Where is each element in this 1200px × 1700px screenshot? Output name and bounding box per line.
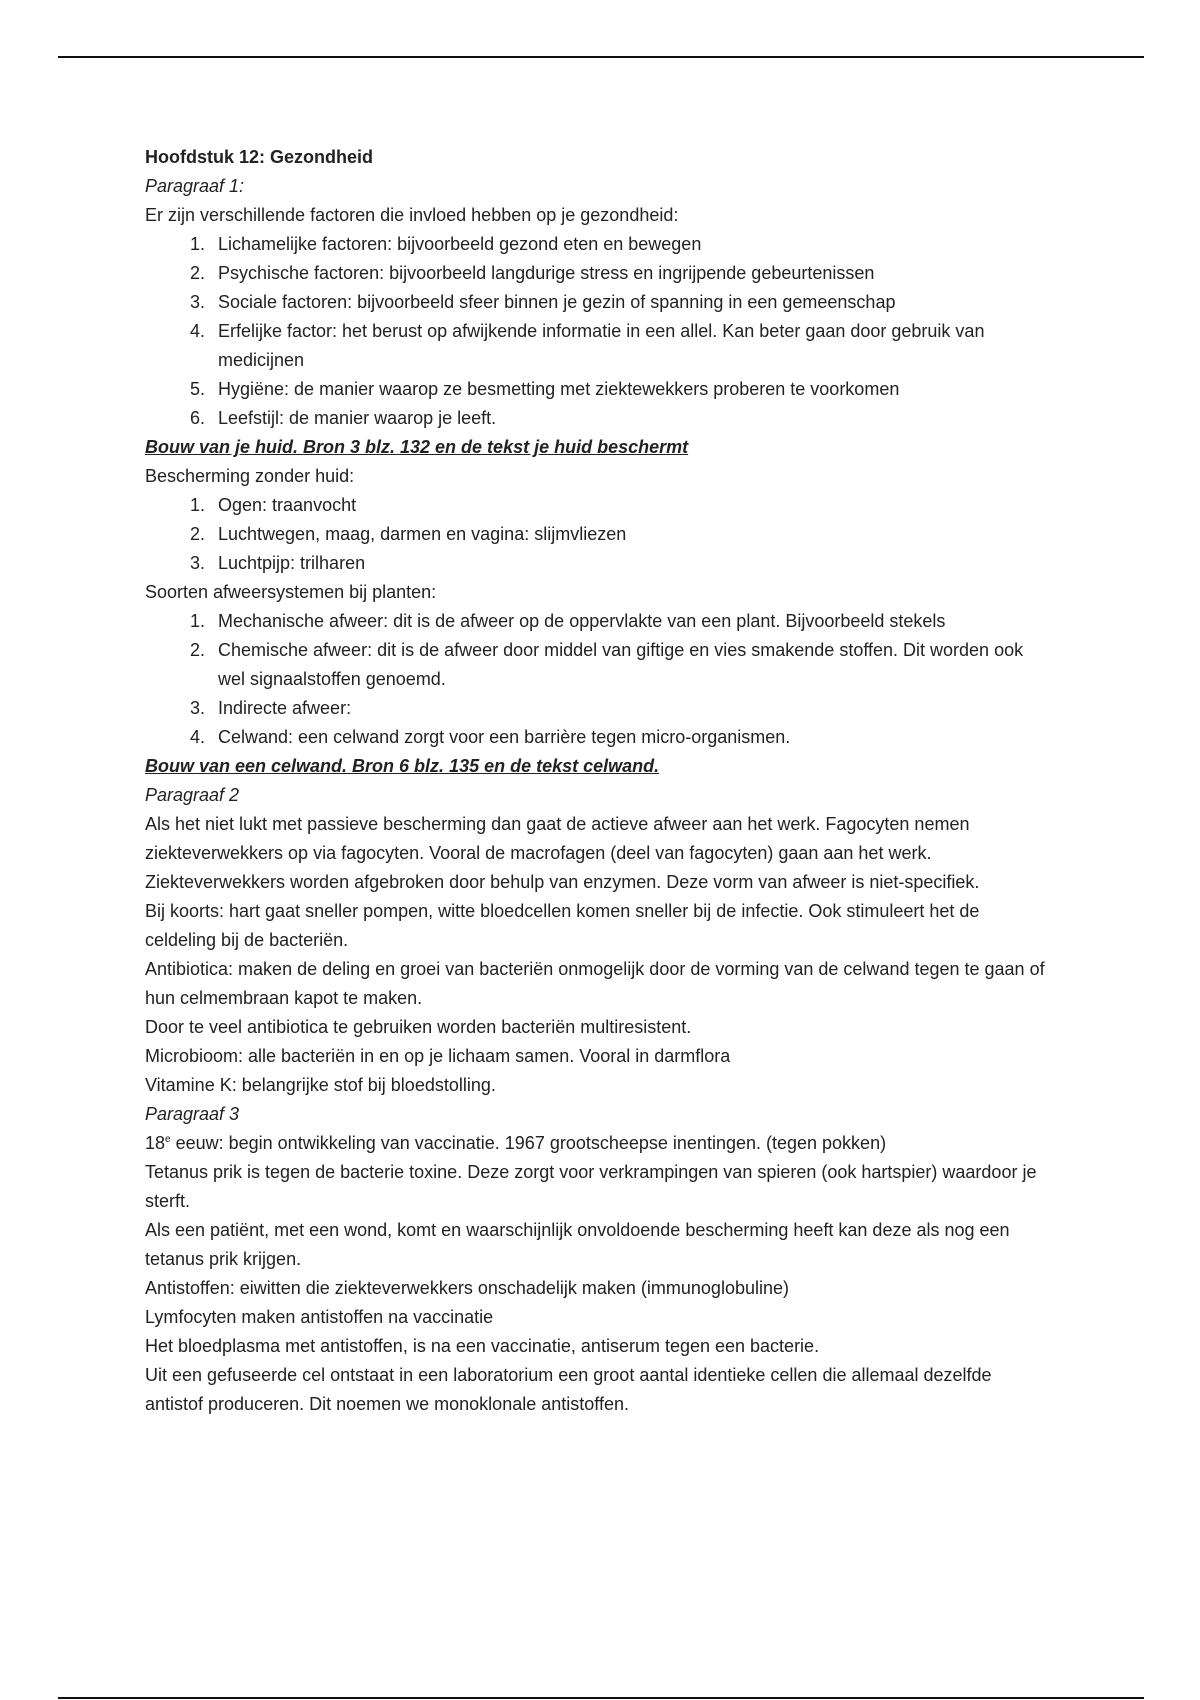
- list-item-text: Indirecte afweer:: [218, 698, 352, 718]
- list-number: 1.: [189, 611, 205, 631]
- list-item-text: Leefstijl: de manier waarop je leeft.: [218, 408, 497, 428]
- list-number: 5.: [189, 379, 205, 399]
- list-number: 2.: [189, 263, 205, 283]
- paragraph: Tetanus prik is tegen de bacterie toxine. Deze zorgt voor verkrampingen van spieren (ook hartspier) waardoor je sterft.: [145, 1162, 1037, 1211]
- list-item: [145, 636, 1065, 694]
- section-1-label: Paragraaf 1:: [145, 176, 245, 196]
- source-reference-skin: Bouw van je huid. Bron 3 blz. 132 en de tekst je huid beschermt: [145, 437, 689, 457]
- list-item-text: Luchtpijp: trilharen: [218, 553, 366, 573]
- list-item-text: Lichamelijke factoren: bijvoorbeeld gezond eten en bewegen: [218, 234, 702, 254]
- paragraph: [145, 1129, 1065, 1158]
- list-item-text: Ogen: traanvocht: [218, 495, 357, 515]
- list-item-text: Mechanische afweer: dit is de afweer op de oppervlakte van een plant. Bijvoorbeeld stekels: [218, 611, 946, 631]
- section-3-label: Paragraaf 3: [145, 1104, 240, 1124]
- list-item: [145, 317, 1065, 375]
- list-item: [145, 723, 1065, 752]
- list-item: [145, 230, 1065, 259]
- list-item: [145, 694, 1065, 723]
- list-number: 4.: [189, 321, 205, 341]
- paragraph: Als het niet lukt met passieve bescherming dan gaat de actieve afweer aan het werk. Fagocyten nemen ziekteverwekkers op via fagocyten. Vooral de macrofagen (deel van fagocyten) gaan aan het werk.: [145, 814, 970, 863]
- list-item: [145, 520, 1065, 549]
- list-item: [145, 607, 1065, 636]
- paragraph: Door te veel antibiotica te gebruiken worden bacteriën multiresistent.: [145, 1017, 692, 1037]
- bottom-rule: [58, 1697, 1144, 1699]
- list-number: 1.: [189, 234, 205, 254]
- source-reference-cell-wall: Bouw van een celwand. Bron 6 blz. 135 en de tekst celwand.: [145, 756, 660, 776]
- paragraph: Het bloedplasma met antistoffen, is na een vaccinatie, antiserum tegen een bacterie.: [145, 1336, 820, 1356]
- protection-list: [145, 491, 1065, 578]
- factors-intro: Er zijn verschillende factoren die invloed hebben op je gezondheid:: [145, 205, 679, 225]
- plant-defense-list: [145, 607, 1065, 752]
- list-item: [145, 491, 1065, 520]
- list-item-text: Luchtwegen, maag, darmen en vagina: slijmvliezen: [218, 524, 627, 544]
- list-item: [145, 549, 1065, 578]
- list-number: 2.: [189, 640, 205, 660]
- list-number: 3.: [189, 553, 205, 573]
- paragraph: Antistoffen: eiwitten die ziekteverwekkers onschadelijk maken (immunoglobuline): [145, 1278, 789, 1298]
- list-item-text: Chemische afweer: dit is de afweer door middel van giftige en vies smakende stoffen. Dit worden ook wel signaalstoffen genoemd.: [218, 640, 1024, 689]
- paragraph: Bij koorts: hart gaat sneller pompen, witte bloedcellen komen sneller bij de infectie. Ook stimuleert het de celdeling bij de bacteriën.: [145, 901, 980, 950]
- list-number: 1.: [189, 495, 205, 515]
- list-item-text: Erfelijke factor: het berust op afwijkende informatie in een allel. Kan beter gaan door gebruik van medicijnen: [218, 321, 985, 370]
- century-number: 18: [145, 1133, 166, 1153]
- list-item: [145, 404, 1065, 433]
- factors-list: [145, 230, 1065, 433]
- protection-intro: Bescherming zonder huid:: [145, 466, 355, 486]
- paragraph-text: eeuw: begin ontwikkeling van vaccinatie. 1967 grootscheepse inentingen. (tegen pokken): [170, 1133, 887, 1153]
- paragraph: Uit een gefuseerde cel ontstaat in een laboratorium een groot aantal identieke cellen die allemaal dezelfde antistof produceren. Dit noemen we monoklonale antistoffen.: [145, 1365, 992, 1414]
- list-number: 2.: [189, 524, 205, 544]
- paragraph: Microbioom: alle bacteriën in en op je lichaam samen. Vooral in darmflora: [145, 1046, 731, 1066]
- century-superscript: e: [165, 1134, 171, 1145]
- list-item: [145, 375, 1065, 404]
- list-item: [145, 288, 1065, 317]
- list-item-text: Psychische factoren: bijvoorbeeld langdurige stress en ingrijpende gebeurtenissen: [218, 263, 875, 283]
- paragraph: Als een patiënt, met een wond, komt en waarschijnlijk onvoldoende bescherming heeft kan deze als nog een tetanus prik krijgen.: [145, 1220, 1010, 1269]
- list-item-text: Sociale factoren: bijvoorbeeld sfeer binnen je gezin of spanning in een gemeenschap: [218, 292, 896, 312]
- list-item-text: Hygiëne: de manier waarop ze besmetting met ziektewekkers proberen te voorkomen: [218, 379, 900, 399]
- list-item-text: Celwand: een celwand zorgt voor een barrière tegen micro-organismen.: [218, 727, 791, 747]
- list-number: 3.: [189, 292, 205, 312]
- list-number: 4.: [189, 727, 205, 747]
- paragraph: Antibiotica: maken de deling en groei van bacteriën onmogelijk door de vorming van de celwand tegen te gaan of hun celmembraan kapot te maken.: [145, 959, 1045, 1008]
- document-body: [145, 143, 1065, 1419]
- paragraph: Vitamine K: belangrijke stof bij bloedstolling.: [145, 1075, 496, 1095]
- chapter-title: Hoofdstuk 12: Gezondheid: [145, 147, 374, 167]
- plants-intro: Soorten afweersystemen bij planten:: [145, 582, 437, 602]
- top-rule: [58, 56, 1144, 58]
- paragraph: Lymfocyten maken antistoffen na vaccinatie: [145, 1307, 494, 1327]
- section-2-label: Paragraaf 2: [145, 785, 240, 805]
- list-number: 6.: [189, 408, 205, 428]
- list-number: 3.: [189, 698, 205, 718]
- paragraph: Ziekteverwekkers worden afgebroken door behulp van enzymen. Deze vorm van afweer is niet-specifiek.: [145, 872, 980, 892]
- list-item: [145, 259, 1065, 288]
